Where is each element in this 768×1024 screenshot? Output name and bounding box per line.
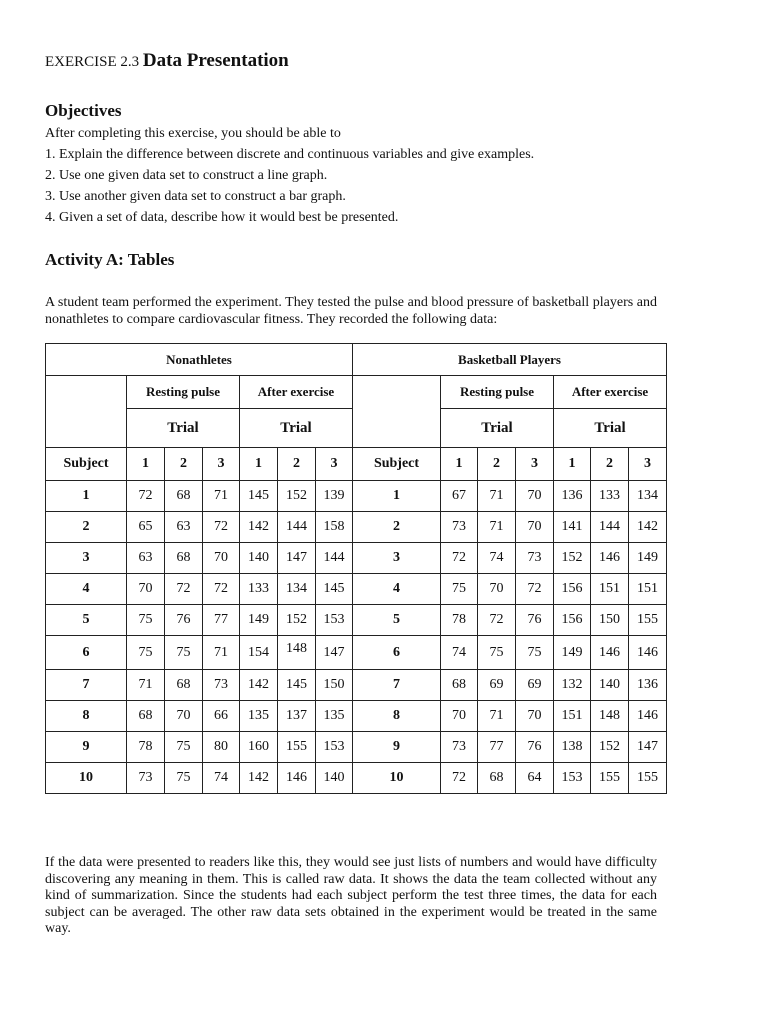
after-exercise-cell: 152: [278, 605, 316, 636]
subject-id-cell: 4: [353, 574, 441, 605]
after-exercise-cell: 134: [278, 574, 316, 605]
resting-pulse-cell: 72: [203, 512, 240, 543]
after-exercise-cell: 145: [278, 670, 316, 701]
resting-pulse-cell: 74: [441, 636, 478, 670]
subject-id-cell: 1: [353, 481, 441, 512]
subject-id-cell: 10: [353, 763, 441, 794]
after-exercise-cell: 144: [591, 512, 629, 543]
subject-column-header: Subject: [46, 448, 127, 481]
after-exercise-cell: 147: [278, 543, 316, 574]
after-exercise-cell: 137: [278, 701, 316, 732]
trial-number-header: 1: [240, 448, 278, 481]
after-exercise-cell: 142: [240, 763, 278, 794]
resting-pulse-cell: 71: [127, 670, 165, 701]
subject-id-cell: 7: [46, 670, 127, 701]
after-exercise-cell: 155: [591, 763, 629, 794]
resting-pulse-cell: 73: [127, 763, 165, 794]
after-exercise-cell: 153: [316, 732, 353, 763]
resting-pulse-cell: 69: [478, 670, 516, 701]
after-exercise-cell: 151: [629, 574, 667, 605]
after-exercise-cell: 141: [554, 512, 591, 543]
subject-id-cell: 6: [353, 636, 441, 670]
subject-id-cell: 3: [353, 543, 441, 574]
trial-number-header: 2: [591, 448, 629, 481]
after-exercise-cell: 146: [278, 763, 316, 794]
after-exercise-cell: 145: [240, 481, 278, 512]
after-exercise-cell: 135: [240, 701, 278, 732]
trial-number-header: 2: [165, 448, 203, 481]
after-exercise-cell: 142: [240, 670, 278, 701]
subheader-after-exercise: After exercise: [240, 376, 353, 409]
resting-pulse-cell: 71: [203, 636, 240, 670]
blank-cell: [46, 376, 127, 448]
resting-pulse-cell: 80: [203, 732, 240, 763]
resting-pulse-cell: 77: [478, 732, 516, 763]
after-exercise-cell: 147: [629, 732, 667, 763]
after-exercise-cell: 145: [316, 574, 353, 605]
subject-id-cell: 9: [46, 732, 127, 763]
objective-item: 1. Explain the difference between discrete and continuous variables and give examples.: [45, 147, 535, 162]
resting-pulse-cell: 75: [127, 605, 165, 636]
after-exercise-cell: 149: [240, 605, 278, 636]
resting-pulse-cell: 70: [516, 512, 554, 543]
resting-pulse-cell: 75: [127, 636, 165, 670]
resting-pulse-cell: 69: [516, 670, 554, 701]
resting-pulse-cell: 76: [165, 605, 203, 636]
trial-header: Trial: [127, 409, 240, 448]
after-exercise-cell: 133: [591, 481, 629, 512]
resting-pulse-cell: 75: [516, 636, 554, 670]
after-exercise-cell: 140: [240, 543, 278, 574]
subject-id-cell: 10: [46, 763, 127, 794]
after-exercise-cell: 148: [591, 701, 629, 732]
after-exercise-cell: 156: [554, 574, 591, 605]
resting-pulse-cell: 66: [203, 701, 240, 732]
exercise-title: Data Presentation: [142, 50, 289, 71]
resting-pulse-cell: 72: [478, 605, 516, 636]
subject-id-cell: 8: [353, 701, 441, 732]
after-exercise-cell: 144: [278, 512, 316, 543]
after-exercise-cell: 160: [240, 732, 278, 763]
after-exercise-cell: 152: [554, 543, 591, 574]
resting-pulse-cell: 70: [203, 543, 240, 574]
subject-id-cell: 1: [46, 481, 127, 512]
trial-number-header: 2: [478, 448, 516, 481]
resting-pulse-cell: 67: [441, 481, 478, 512]
resting-pulse-cell: 68: [165, 543, 203, 574]
after-exercise-cell: 152: [278, 481, 316, 512]
objective-item: 4. Given a set of data, describe how it would best be presented.: [45, 210, 399, 225]
resting-pulse-cell: 73: [516, 543, 554, 574]
raw-data-table: [45, 343, 667, 794]
trial-header: Trial: [554, 409, 667, 448]
after-exercise-cell: 155: [629, 605, 667, 636]
after-exercise-cell: 146: [629, 636, 667, 670]
after-exercise-cell: 153: [554, 763, 591, 794]
subject-id-cell: 4: [46, 574, 127, 605]
subject-id-cell: 2: [353, 512, 441, 543]
after-exercise-cell: 140: [591, 670, 629, 701]
page-title: [45, 50, 289, 72]
blank-cell: [353, 376, 441, 448]
resting-pulse-cell: 72: [516, 574, 554, 605]
after-exercise-cell: 138: [554, 732, 591, 763]
after-exercise-cell: 142: [240, 512, 278, 543]
resting-pulse-cell: 68: [127, 701, 165, 732]
after-exercise-cell: 156: [554, 605, 591, 636]
after-exercise-cell: 144: [316, 543, 353, 574]
trial-number-header: 3: [629, 448, 667, 481]
after-exercise-cell: 154: [240, 636, 278, 670]
after-exercise-cell: 146: [591, 543, 629, 574]
objective-item: 3. Use another given data set to construct a bar graph.: [45, 189, 346, 204]
after-exercise-cell: 149: [629, 543, 667, 574]
after-exercise-cell: 150: [316, 670, 353, 701]
after-exercise-cell: 134: [629, 481, 667, 512]
subject-id-cell: 9: [353, 732, 441, 763]
resting-pulse-cell: 74: [478, 543, 516, 574]
after-exercise-cell: 133: [240, 574, 278, 605]
table-row: [46, 701, 667, 732]
subject-id-cell: 6: [46, 636, 127, 670]
resting-pulse-cell: 76: [516, 605, 554, 636]
objectives-intro: After completing this exercise, you should be able to: [45, 126, 341, 141]
resting-pulse-cell: 72: [203, 574, 240, 605]
after-exercise-cell: 151: [591, 574, 629, 605]
resting-pulse-cell: 71: [478, 512, 516, 543]
group-header-nonathletes: Nonathletes: [46, 344, 353, 376]
resting-pulse-cell: 75: [165, 763, 203, 794]
resting-pulse-cell: 68: [441, 670, 478, 701]
after-exercise-cell: 136: [554, 481, 591, 512]
trial-number-header: 3: [203, 448, 240, 481]
exercise-label: EXERCISE 2.3: [45, 54, 140, 70]
after-exercise-cell: 158: [316, 512, 353, 543]
resting-pulse-cell: 72: [441, 763, 478, 794]
table-row: [46, 605, 667, 636]
resting-pulse-cell: 70: [516, 481, 554, 512]
resting-pulse-cell: 68: [165, 670, 203, 701]
resting-pulse-cell: 72: [165, 574, 203, 605]
table-row: [46, 670, 667, 701]
subheader-resting-pulse: Resting pulse: [441, 376, 554, 409]
trial-number-header: 2: [278, 448, 316, 481]
resting-pulse-cell: 74: [203, 763, 240, 794]
trial-number-header: 1: [127, 448, 165, 481]
resting-pulse-cell: 70: [478, 574, 516, 605]
objective-item: 2. Use one given data set to construct a line graph.: [45, 168, 328, 183]
resting-pulse-cell: 78: [127, 732, 165, 763]
resting-pulse-cell: 72: [441, 543, 478, 574]
objectives-list: [45, 123, 534, 228]
resting-pulse-cell: 73: [203, 670, 240, 701]
table-row: [46, 732, 667, 763]
after-exercise-cell: 153: [316, 605, 353, 636]
resting-pulse-cell: 70: [165, 701, 203, 732]
resting-pulse-cell: 68: [478, 763, 516, 794]
subject-column-header: Subject: [353, 448, 441, 481]
table-row: [46, 481, 667, 512]
after-exercise-cell: 136: [629, 670, 667, 701]
subject-id-cell: 7: [353, 670, 441, 701]
resting-pulse-cell: 78: [441, 605, 478, 636]
table-row: [46, 763, 667, 794]
resting-pulse-cell: 75: [441, 574, 478, 605]
resting-pulse-cell: 70: [516, 701, 554, 732]
resting-pulse-cell: 75: [478, 636, 516, 670]
subject-id-cell: 5: [353, 605, 441, 636]
resting-pulse-cell: 73: [441, 732, 478, 763]
trial-header: Trial: [441, 409, 554, 448]
resting-pulse-cell: 70: [441, 701, 478, 732]
after-exercise-cell: 155: [629, 763, 667, 794]
resting-pulse-cell: 70: [127, 574, 165, 605]
after-exercise-cell: 150: [591, 605, 629, 636]
after-exercise-cell: 139: [316, 481, 353, 512]
resting-pulse-cell: 71: [478, 701, 516, 732]
resting-pulse-cell: 63: [165, 512, 203, 543]
objectives-heading: Objectives: [45, 101, 122, 120]
trial-number-header: 3: [516, 448, 554, 481]
after-exercise-cell: 149: [554, 636, 591, 670]
after-exercise-cell: 155: [278, 732, 316, 763]
activity-outro: If the data were presented to readers like this, they would see just lists of numbers and would have difficulty discovering any meaning in them. This is called raw data. It shows the data the team collected without any kind of summarization. Since the students had each subject perform the test three times, the data for each subject can be averaged. The other raw data sets obtained in the experiment would be treated in the same way.: [45, 855, 657, 936]
resting-pulse-cell: 73: [441, 512, 478, 543]
resting-pulse-cell: 71: [203, 481, 240, 512]
subject-id-cell: 8: [46, 701, 127, 732]
table-row: [46, 574, 667, 605]
group-header-basketball: Basketball Players: [353, 344, 667, 376]
after-exercise-cell: 151: [554, 701, 591, 732]
trial-header: Trial: [240, 409, 353, 448]
table-row: [46, 543, 667, 574]
table-row: [46, 512, 667, 543]
resting-pulse-cell: 68: [165, 481, 203, 512]
trial-number-header: 1: [441, 448, 478, 481]
resting-pulse-cell: 75: [165, 636, 203, 670]
resting-pulse-cell: 72: [127, 481, 165, 512]
subheader-after-exercise: After exercise: [554, 376, 667, 409]
subject-id-cell: 2: [46, 512, 127, 543]
resting-pulse-cell: 75: [165, 732, 203, 763]
after-exercise-cell: 152: [591, 732, 629, 763]
subject-id-cell: 5: [46, 605, 127, 636]
resting-pulse-cell: 71: [478, 481, 516, 512]
after-exercise-cell: 146: [629, 701, 667, 732]
resting-pulse-cell: 63: [127, 543, 165, 574]
resting-pulse-cell: 65: [127, 512, 165, 543]
after-exercise-cell: 146: [591, 636, 629, 670]
after-exercise-cell: 142: [629, 512, 667, 543]
after-exercise-cell: 147: [316, 636, 353, 670]
after-exercise-cell: 140: [316, 763, 353, 794]
resting-pulse-cell: 77: [203, 605, 240, 636]
after-exercise-cell: 132: [554, 670, 591, 701]
activity-heading: Activity A: Tables: [45, 250, 175, 269]
activity-intro: A student team performed the experiment. They tested the pulse and blood pressure of basketball players and nonathletes to compare cardiovascular fitness. They recorded the following data:: [45, 295, 657, 327]
table-row: [46, 636, 667, 670]
after-exercise-cell: 148: [278, 632, 316, 666]
subheader-resting-pulse: Resting pulse: [127, 376, 240, 409]
after-exercise-cell: 135: [316, 701, 353, 732]
trial-number-header: 1: [554, 448, 591, 481]
trial-number-header: 3: [316, 448, 353, 481]
resting-pulse-cell: 76: [516, 732, 554, 763]
subject-id-cell: 3: [46, 543, 127, 574]
resting-pulse-cell: 64: [516, 763, 554, 794]
